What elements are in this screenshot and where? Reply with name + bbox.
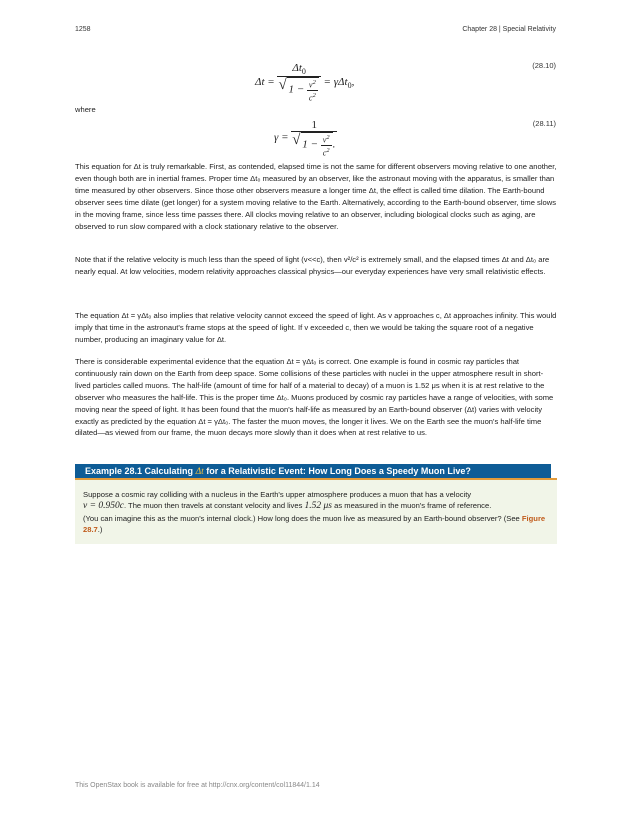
example-title: Example 28.1 Calculating Δt for a Relativistic Event: How Long Does a Speedy Muon Live? [75, 464, 551, 478]
where-label: where [75, 105, 96, 114]
muon-lifetime: 1.52 μs [304, 501, 332, 512]
figure-link[interactable]: Figure 28.7 [83, 513, 546, 535]
delta-t-symbol: Δt [195, 467, 204, 477]
paragraph-speed-limit: The equation Δt = γΔt₀ also implies that relative velocity cannot exceed the speed of light. As v approaches c, Δt approaches infinity. This would imply that time in the astronaut's frame stops at the speed of light. If v exceeded c, then we would be taking the square root of a negative number, producing an imaginary value for Δt. [75, 311, 557, 344]
chapter-title: Chapter 28 | Special Relativity [462, 26, 556, 33]
example-body: Suppose a cosmic ray colliding with a nucleus in the Earth's upper atmosphere produces a muon that has a velocity v = 0.950c. The muon then travels at constant velocity and lives 1.52 μs as measured in the muon's frame of reference. (You can imagine this as the muon's internal clock.) How long does the muon live as measured by an Earth-bound observer? (See Figure 28.7.) [83, 490, 546, 535]
muon-velocity: v = 0.950c [83, 501, 124, 512]
footer-note: This OpenStax book is available for free at http://cnx.org/content/col11844/1.14 [75, 782, 320, 789]
paragraph-time-dilation: This equation for Δt is truly remarkable. First, as contended, elapsed time is not the same for different observers moving relative to one another, even though both are in inertial frames. Proper time Δt₀ measured by an observer, like the astronaut moving with the apparatus, is smaller than time measured by other observers. Since those other observers measure a longer time Δt, the effect is called time dilation. The Earth-bound observer sees time dilate (get longer) for a system moving relative to the Earth. Alternatively, according to the Earth-bound observer, time slows in the moving frame, since less time passes there. All clocks moving relative to an observer, including biological clocks such as aging, are observed to run slow compared with a clock stationary relative to the observer. [75, 162, 557, 231]
equation-number-28-11: (28.11) [532, 119, 556, 128]
equation-number-28-10: (28.10) [532, 61, 556, 70]
paragraph-low-velocity: Note that if the relative velocity is much less than the speed of light (v<<c), then v²/c² is extremely small, and the elapsed times Δt and Δt₀ are nearly equal. At low velocities, modern relativity approaches classical physics—our everyday experiences have very small relativistic effects. [75, 255, 550, 276]
page-number: 1258 [75, 26, 91, 33]
paragraph-muon-evidence: There is considerable experimental evidence that the equation Δt = γΔt₀ is correct. One example is found in cosmic ray particles that continuously rain down on the Earth from deep space. Some collisions of these particles with nuclei in the upper atmosphere result in short-lived particles called muons. The half-life (amount of time for half of a material to decay) of a muon is 1.52 μs when it is at rest relative to the observer who measures the half-life. This is the proper time Δt₀. Muons produced by cosmic ray particles have a range of velocities, with some moving near the speed of light. It has been found that the muon's half-life as measured by an Earth-bound observer (Δt) varies with velocity exactly as predicted by the equation Δt = γΔt₀. The faster the muon moves, the longer it lives. We on the Earth see the muon's half-life time dilated—as viewed from our frame, the muon decays more slowly than it does when at rest relative to us. [75, 357, 554, 438]
equation-28-11: γ = 1 √ 1 − $\frac{v^2}{c^2}$ . [274, 119, 337, 157]
equation-28-10: Δt = $\Delta t_0$ √ 1 − $\frac{v^2}{c^2}$ = γΔt$_0$, [255, 62, 354, 103]
